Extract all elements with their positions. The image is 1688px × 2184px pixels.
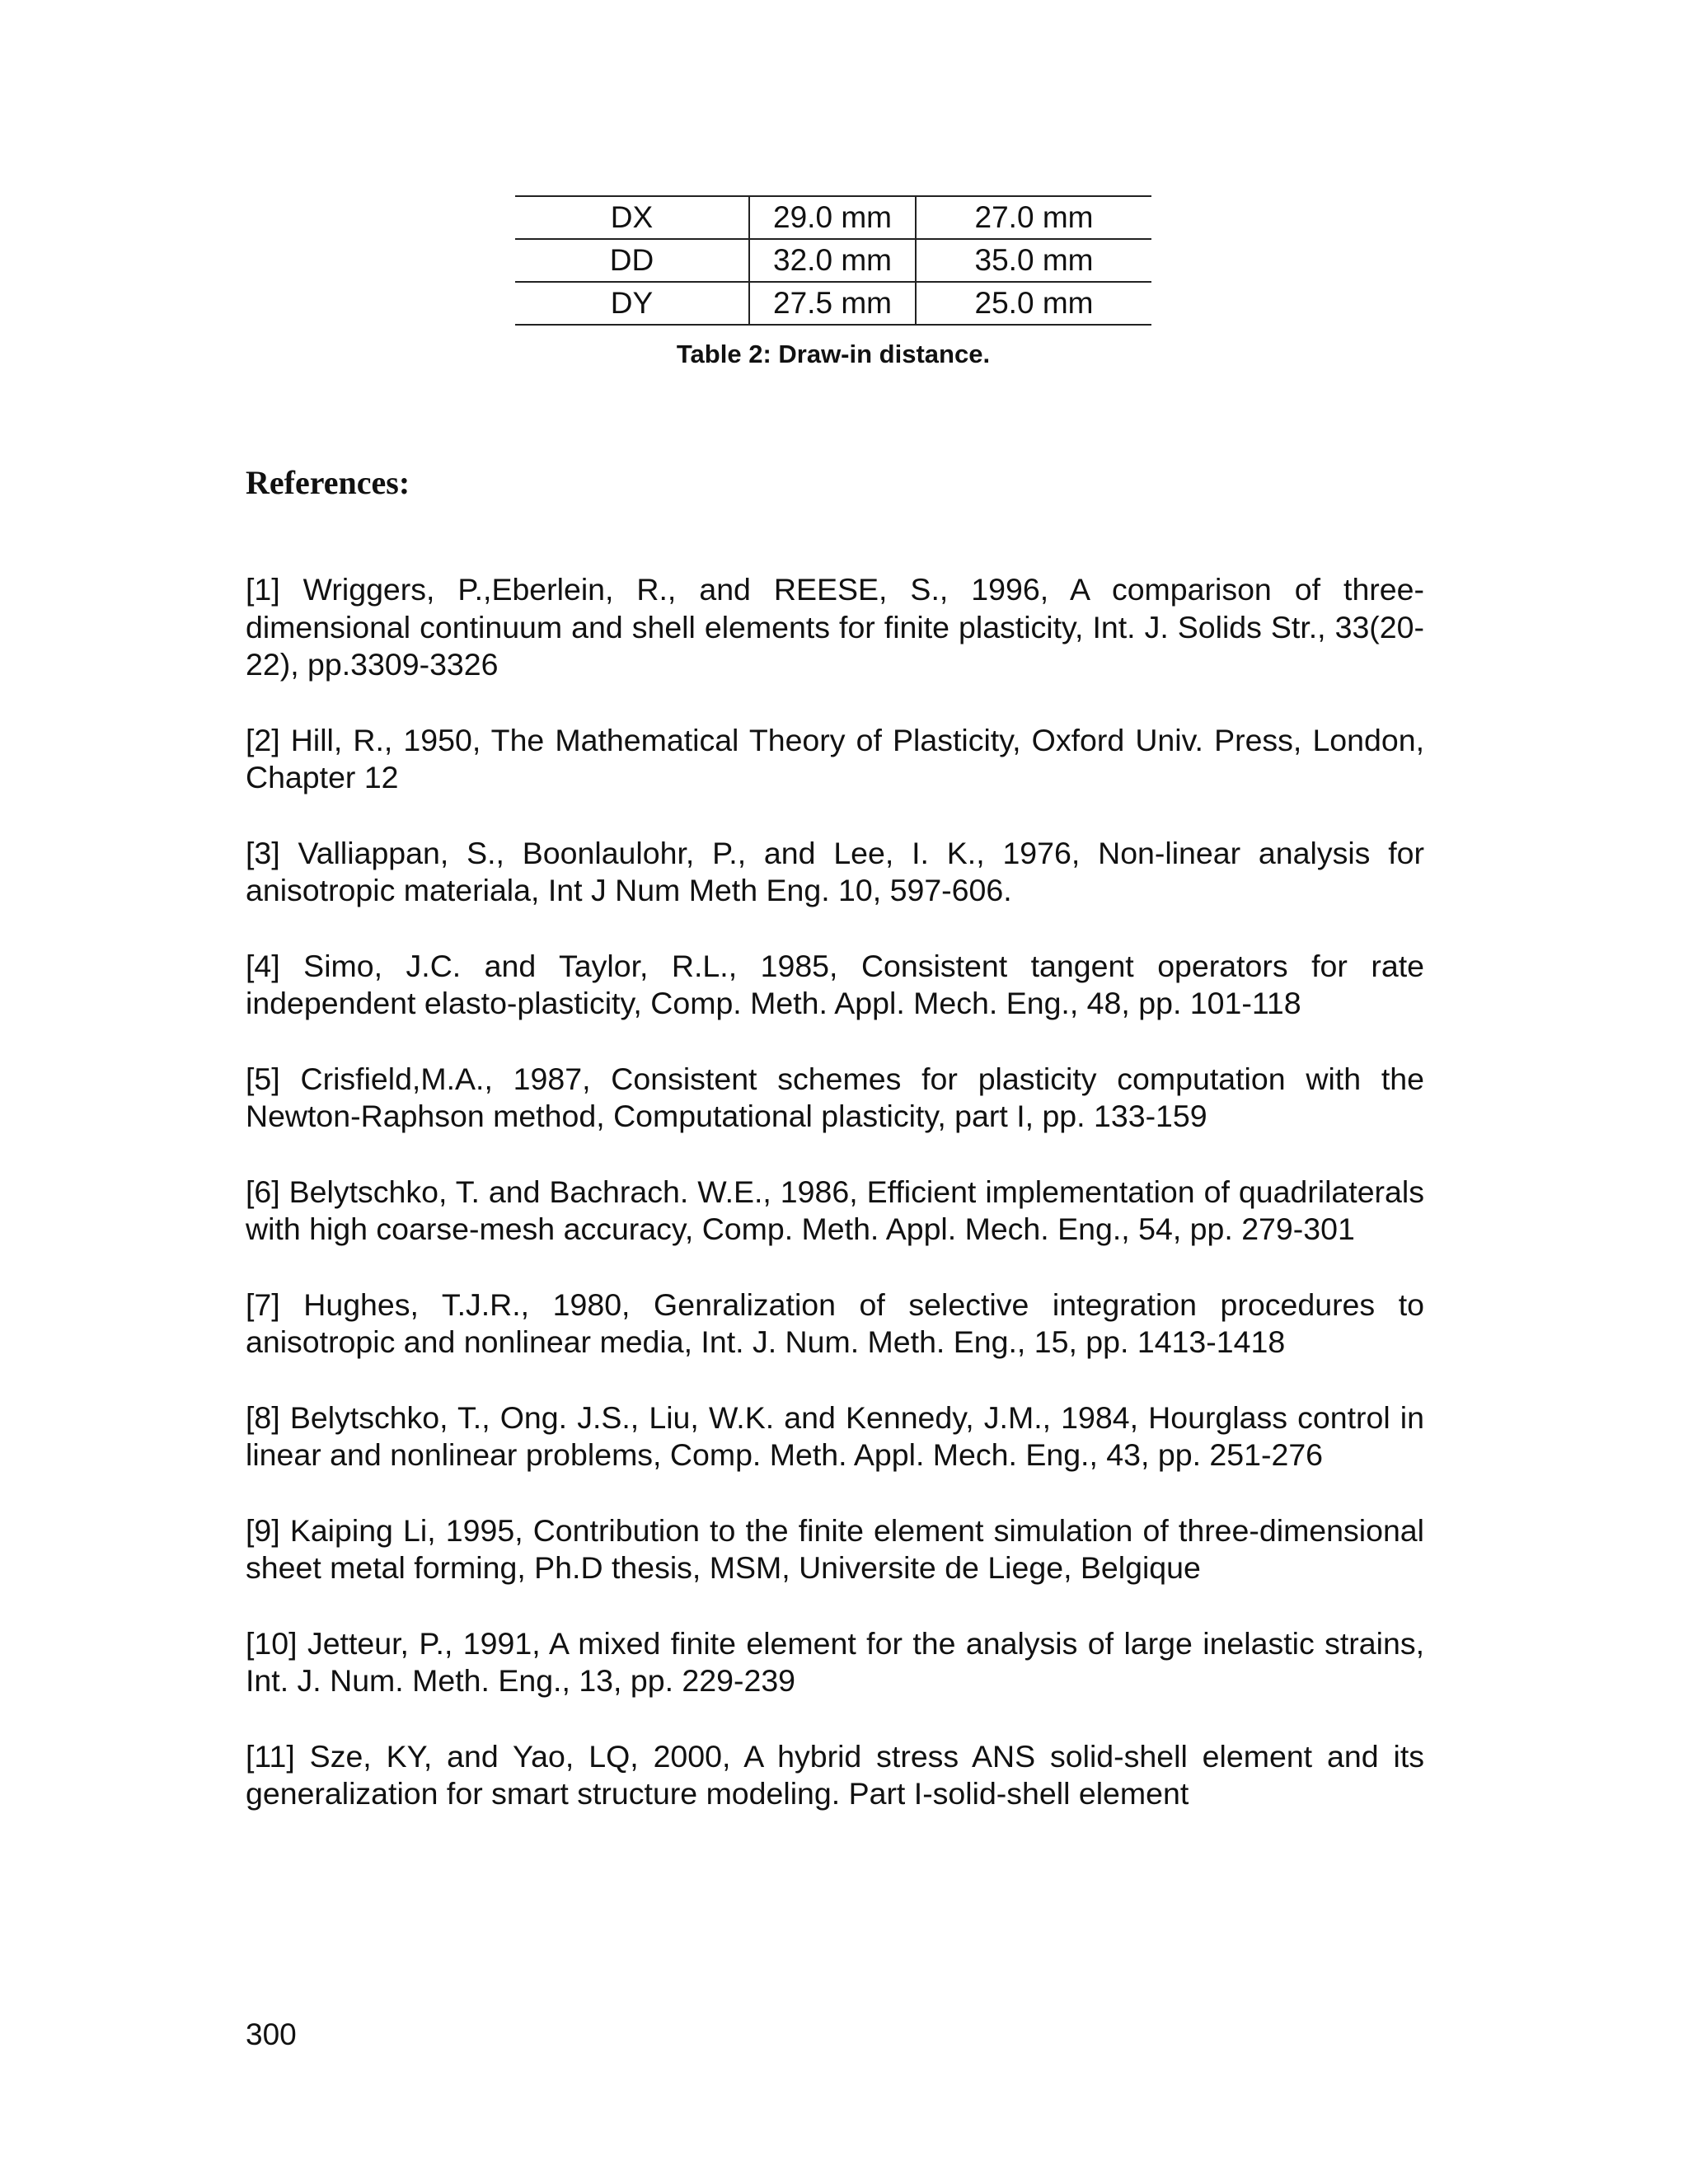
page-number: 300: [246, 2018, 297, 2051]
reference-item: [1] Wriggers, P.,Eberlein, R., and REESE, S., 1996, A comparison of three-dimensional continuum and shell elements for finite plasticity, Int. J. Solids Str., 33(20-22), pp.3309-3326: [246, 572, 1424, 682]
table-row: [515, 196, 1151, 239]
reference-item: [9] Kaiping Li, 1995, Contribution to the finite element simulation of three-dimensional sheet metal forming, Ph.D thesis, MSM, Universite de Liege, Belgique: [246, 1512, 1424, 1585]
table-cell-value: 27.0 mm: [916, 196, 1151, 239]
table-row: [515, 282, 1151, 325]
table-row: [515, 239, 1151, 282]
reference-item: [10] Jetteur, P., 1991, A mixed finite element for the analysis of large inelastic strains, Int. J. Num. Meth. Eng., 13, pp. 229-239: [246, 1625, 1424, 1698]
table-cell-value: 25.0 mm: [916, 282, 1151, 325]
draw-in-distance-table: [515, 195, 1151, 326]
reference-item: [2] Hill, R., 1950, The Mathematical Theory of Plasticity, Oxford Univ. Press, London, Chapter 12: [246, 722, 1424, 794]
reference-item: [3] Valliappan, S., Boonlaulohr, P., and Lee, I. K., 1976, Non-linear analysis for anisotropic materiala, Int J Num Meth Eng. 10, 597-606.: [246, 835, 1424, 907]
table-cell-value: 35.0 mm: [916, 239, 1151, 282]
table-cell-value: 32.0 mm: [749, 239, 916, 282]
reference-item: [7] Hughes, T.J.R., 1980, Genralization of selective integration procedures to anisotropic and nonlinear media, Int. J. Num. Meth. Eng., 15, pp. 1413-1418: [246, 1286, 1424, 1359]
table-cell-label: DY: [515, 282, 749, 325]
table-cell-label: DX: [515, 196, 749, 239]
reference-item: [8] Belytschko, T., Ong. J.S., Liu, W.K. and Kennedy, J.M., 1984, Hourglass control in linear and nonlinear problems, Comp. Meth. Appl. Mech. Eng., 43, pp. 251-276: [246, 1399, 1424, 1472]
table-caption: Table 2: Draw-in distance.: [676, 340, 991, 368]
reference-item: [6] Belytschko, T. and Bachrach. W.E., 1986, Efficient implementation of quadrilaterals with high coarse-mesh accuracy, Comp. Meth. Appl. Mech. Eng., 54, pp. 279-301: [246, 1174, 1424, 1246]
references-list: [246, 571, 1424, 1851]
table-cell-label: DD: [515, 239, 749, 282]
reference-item: [11] Sze, KY, and Yao, LQ, 2000, A hybrid stress ANS solid-shell element and its generalization for smart structure modeling. Part I-solid-shell element: [246, 1738, 1424, 1811]
reference-item: [5] Crisfield,M.A., 1987, Consistent schemes for plasticity computation with the Newton-Raphson method, Computational plasticity, part I, pp. 133-159: [246, 1061, 1424, 1133]
reference-item: [4] Simo, J.C. and Taylor, R.L., 1985, Consistent tangent operators for rate independent elasto-plasticity, Comp. Meth. Appl. Mech. Eng., 48, pp. 101-118: [246, 948, 1424, 1020]
table-cell-value: 29.0 mm: [749, 196, 916, 239]
references-heading: References:: [246, 464, 410, 501]
table-cell-value: 27.5 mm: [749, 282, 916, 325]
